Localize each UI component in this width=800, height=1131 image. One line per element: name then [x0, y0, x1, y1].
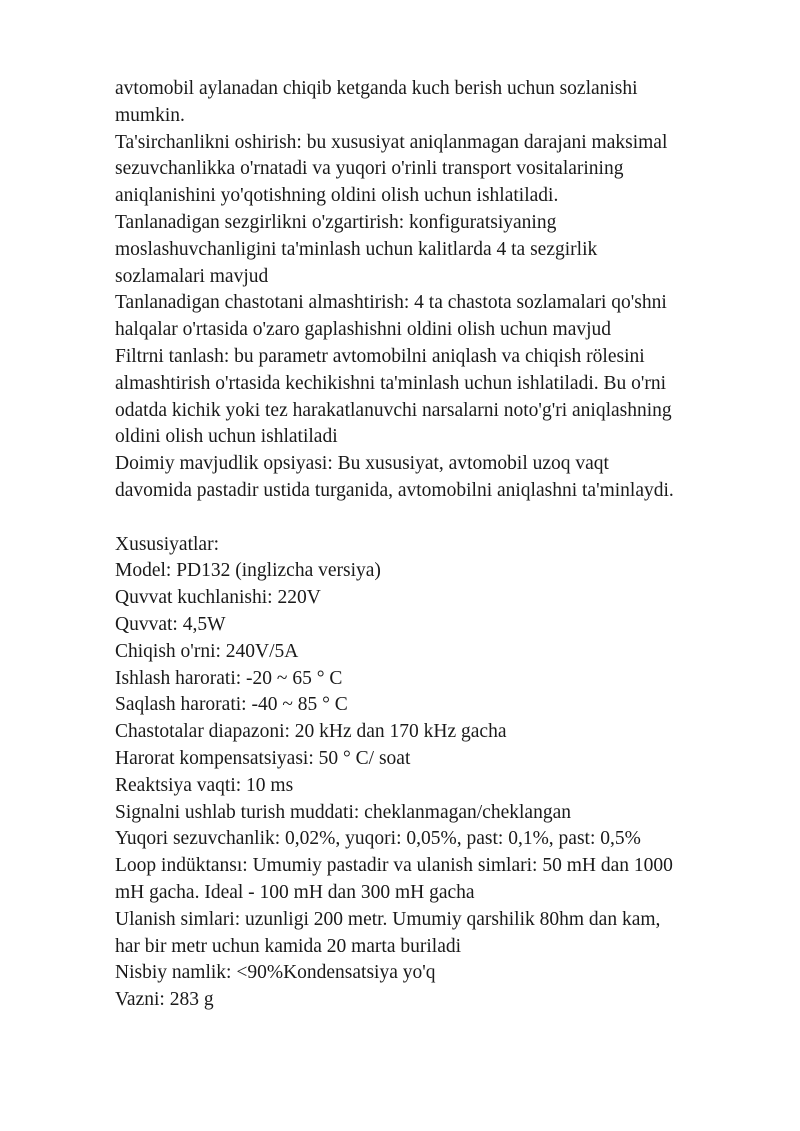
text-line: halqalar o'rtasida o'zaro gaplashishni oldini olish uchun mavjud	[115, 319, 612, 341]
spec-temperature-compensation: Harorat kompensatsiyasi: 50 ° C/ soat	[115, 747, 411, 769]
text-line: Ta'sirchanlikni oshirish: bu xususiyat aniqlanmagan darajani maksimal	[115, 131, 668, 153]
spec-weight: Vazni: 283 g	[115, 989, 214, 1011]
text-line: sezuvchanlikka o'rnatadi va yuqori o'rinli transport vositalarining	[115, 158, 624, 180]
spec-model: Model: PD132 (inglizcha versiya)	[115, 560, 381, 582]
spec-storage-temperature: Saqlash harorati: -40 ~ 85 ° C	[115, 694, 348, 716]
spec-connection-wires-cont: har bir metr uchun kamida 20 marta buriladi	[115, 935, 462, 957]
paragraph-vehicle-exit	[115, 76, 755, 130]
text-line: sozlamalari mavjud	[115, 265, 269, 287]
spec-loop-inductance: Loop indüktansı: Umumiy pastadir va ulanish simlari: 50 mH dan 1000	[115, 855, 673, 877]
spec-response-time: Reaktsiya vaqti: 10 ms	[115, 774, 294, 796]
text-line: davomida pastadir ustida turganida, avtomobilni aniqlashni ta'minlaydi.	[115, 479, 674, 501]
spec-signal-hold-time: Signalni ushlab turish muddati: cheklanmagan/cheklangan	[115, 801, 571, 823]
text-line: avtomobil aylanadan chiqib ketganda kuch berish uchun sozlanishi	[115, 78, 638, 99]
specifications-heading: Xususiyatlar:	[115, 533, 219, 555]
paragraph-increase-sensitivity	[115, 130, 755, 210]
text-line: almashtirish o'rtasida kechikishni ta'minlash uchun ishlatiladi. Bu o'rni	[115, 372, 667, 394]
spec-sensitivity: Yuqori sezuvchanlik: 0,02%, yuqori: 0,05%, past: 0,1%, past: 0,5%	[115, 828, 641, 850]
paragraph-filter-selection	[115, 344, 755, 451]
text-line: Tanlanadigan sezgirlikni o'zgartirish: konfiguratsiyaning	[115, 211, 557, 233]
specifications-section	[115, 532, 755, 1014]
spec-loop-inductance-cont: mH gacha. Ideal - 100 mH dan 300 mH gacha	[115, 881, 475, 903]
text-line: Filtrni tanlash: bu parametr avtomobilni aniqlash va chiqish rölesini	[115, 345, 645, 367]
paragraph-permanent-presence	[115, 451, 755, 505]
text-line: oldini olish uchun ishlatiladi	[115, 426, 338, 448]
text-line: moslashuvchanligini ta'minlash uchun kalitlarda 4 ta sezgirlik	[115, 238, 598, 260]
text-line: Doimiy mavjudlik opsiyasi: Bu xususiyat, avtomobil uzoq vaqt	[115, 453, 609, 475]
text-line: Tanlanadigan chastotani almashtirish: 4 ta chastota sozlamalari qo'shni	[115, 292, 667, 314]
paragraph-spacer	[115, 505, 755, 532]
document-body	[115, 76, 755, 1014]
paragraph-selectable-frequency	[115, 290, 755, 344]
text-line: aniqlanishini yo'qotishning oldini olish uchun ishlatiladi.	[115, 185, 559, 207]
text-line: mumkin.	[115, 104, 185, 126]
paragraph-selectable-sensitivity	[115, 210, 755, 290]
spec-output-relay: Chiqish o'rni: 240V/5A	[115, 640, 299, 662]
spec-connection-wires: Ulanish simlari: uzunligi 200 metr. Umumiy qarshilik 80hm dan kam,	[115, 908, 661, 930]
spec-power: Quvvat: 4,5W	[115, 613, 226, 635]
text-line: odatda kichik yoki tez harakatlanuvchi narsalarni noto'g'ri aniqlashning	[115, 399, 672, 421]
spec-operating-temperature: Ishlash harorati: -20 ~ 65 ° C	[115, 667, 343, 689]
spec-power-voltage: Quvvat kuchlanishi: 220V	[115, 587, 321, 609]
spec-frequency-range: Chastotalar diapazoni: 20 kHz dan 170 kHz gacha	[115, 721, 507, 743]
spec-relative-humidity: Nisbiy namlik: <90%Kondensatsiya yo'q	[115, 962, 436, 984]
